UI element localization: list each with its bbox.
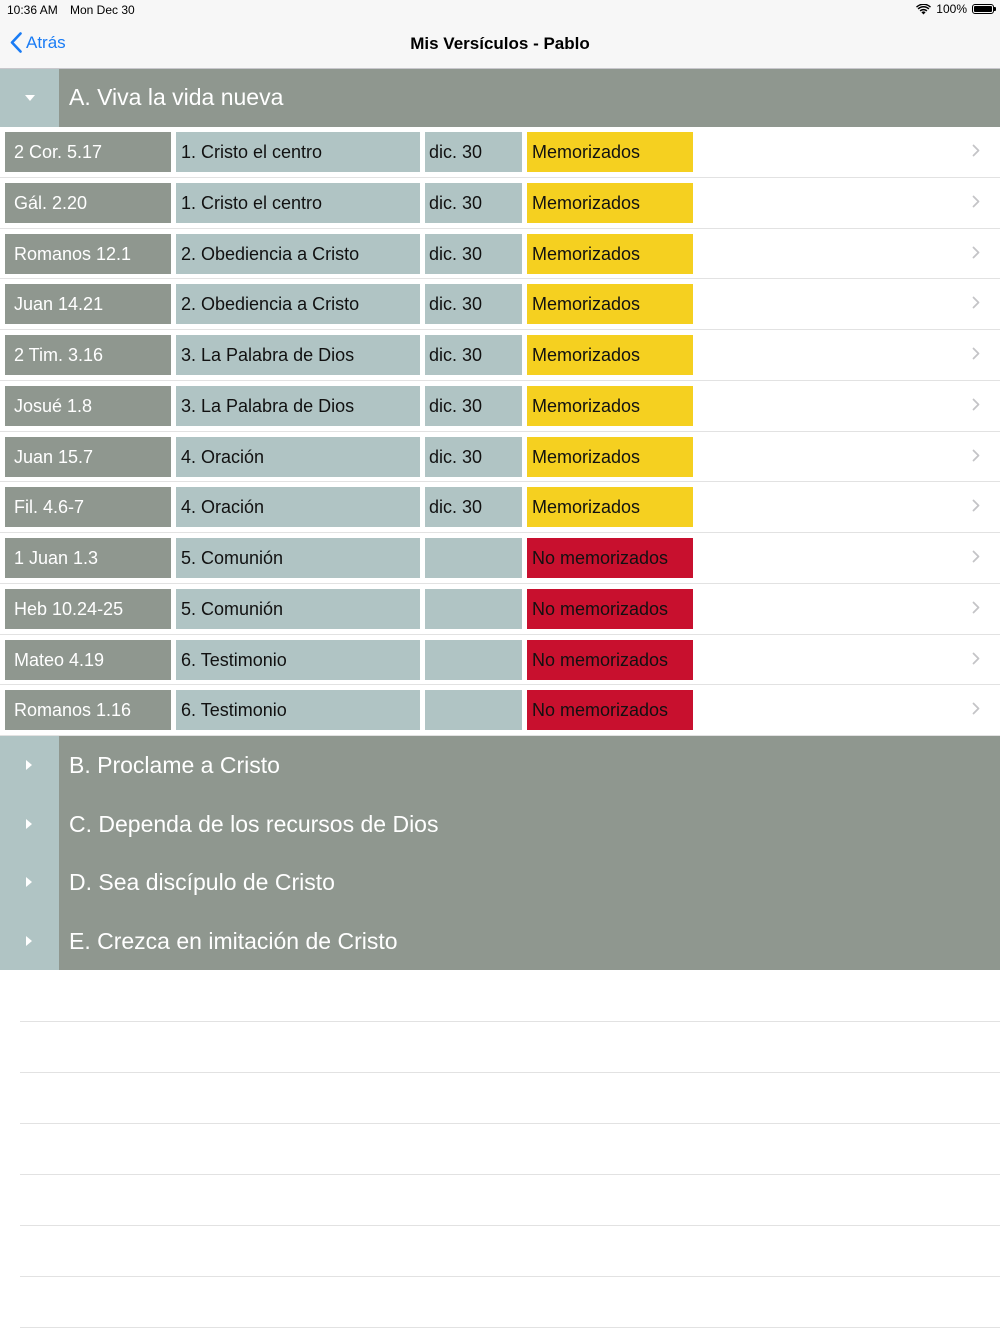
chevron-right-icon [972, 246, 980, 259]
status-badge: No memorizados [527, 538, 693, 578]
chevron-right-icon [972, 449, 980, 462]
section-header-c[interactable] [0, 795, 1000, 853]
empty-row-separator [20, 1072, 1000, 1073]
verse-topic: 2. Obediencia a Cristo [176, 284, 420, 324]
verse-reference: Mateo 4.19 [5, 640, 171, 680]
section-disclosure [0, 69, 59, 127]
verse-row[interactable] [0, 381, 1000, 432]
chevron-right-icon [972, 499, 980, 512]
verse-date [425, 690, 522, 730]
section-title: A. Viva la vida nueva [69, 84, 284, 110]
triangle-right-icon [26, 936, 32, 946]
chevron-right-icon [972, 702, 980, 715]
verse-reference: Gál. 2.20 [5, 183, 171, 223]
chevron-right-icon [972, 652, 980, 665]
verse-reference: 2 Tim. 3.16 [5, 335, 171, 375]
section-header-d[interactable] [0, 853, 1000, 911]
chevron-right-icon [972, 550, 980, 563]
verse-topic: 2. Obediencia a Cristo [176, 234, 420, 274]
section-header-a[interactable] [0, 69, 1000, 127]
wifi-icon [916, 4, 931, 15]
verse-date [425, 589, 522, 629]
verse-date: dic. 30 [425, 487, 522, 527]
verse-row[interactable] [0, 584, 1000, 635]
battery-icon [972, 4, 994, 14]
chevron-right-icon [972, 347, 980, 360]
status-bar [0, 0, 1000, 20]
section-title: B. Proclame a Cristo [69, 752, 280, 778]
collapsed-sections [0, 736, 1000, 970]
status-badge: Memorizados [527, 132, 693, 172]
verse-row[interactable] [0, 127, 1000, 178]
verse-row[interactable] [0, 635, 1000, 686]
triangle-down-icon [25, 95, 35, 101]
empty-row-separator [20, 1276, 1000, 1277]
verse-list [0, 127, 1000, 736]
verse-topic: 3. La Palabra de Dios [176, 335, 420, 375]
verse-topic: 5. Comunión [176, 538, 420, 578]
status-badge: Memorizados [527, 183, 693, 223]
verse-date [425, 640, 522, 680]
status-badge: Memorizados [527, 284, 693, 324]
status-badge: Memorizados [527, 487, 693, 527]
verse-topic: 5. Comunión [176, 589, 420, 629]
status-badge: No memorizados [527, 640, 693, 680]
verse-topic: 3. La Palabra de Dios [176, 386, 420, 426]
verse-reference: Romanos 12.1 [5, 234, 171, 274]
chevron-right-icon [972, 398, 980, 411]
status-badge: No memorizados [527, 589, 693, 629]
verse-reference: Heb 10.24-25 [5, 589, 171, 629]
verse-reference: Fil. 4.6-7 [5, 487, 171, 527]
verse-topic: 6. Testimonio [176, 640, 420, 680]
verse-date: dic. 30 [425, 437, 522, 477]
verse-topic: 1. Cristo el centro [176, 132, 420, 172]
verse-date: dic. 30 [425, 284, 522, 324]
verse-reference: Romanos 1.16 [5, 690, 171, 730]
status-right [916, 2, 994, 16]
empty-row-separator [20, 1021, 1000, 1022]
verse-date [425, 538, 522, 578]
status-badge: Memorizados [527, 437, 693, 477]
triangle-right-icon [26, 877, 32, 887]
empty-row-separator [20, 1174, 1000, 1175]
triangle-right-icon [26, 760, 32, 770]
status-time: 10:36 AM [7, 3, 58, 17]
verse-topic: 6. Testimonio [176, 690, 420, 730]
verse-row[interactable] [0, 432, 1000, 483]
verse-topic: 4. Oración [176, 437, 420, 477]
verse-date: dic. 30 [425, 183, 522, 223]
navigation-bar [0, 20, 1000, 69]
section-title: C. Dependa de los recursos de Dios [69, 811, 439, 837]
status-badge: Memorizados [527, 234, 693, 274]
verse-date: dic. 30 [425, 132, 522, 172]
verse-reference: Josué 1.8 [5, 386, 171, 426]
section-title: D. Sea discípulo de Cristo [69, 869, 335, 895]
triangle-right-icon [26, 819, 32, 829]
battery-percent: 100% [936, 2, 967, 16]
verse-row[interactable] [0, 533, 1000, 584]
section-header-b[interactable] [0, 736, 1000, 794]
verse-row[interactable] [0, 229, 1000, 280]
status-badge: Memorizados [527, 386, 693, 426]
verse-reference: 1 Juan 1.3 [5, 538, 171, 578]
verse-reference: 2 Cor. 5.17 [5, 132, 171, 172]
empty-row-separator [20, 1327, 1000, 1328]
verse-topic: 1. Cristo el centro [176, 183, 420, 223]
verse-row[interactable] [0, 178, 1000, 229]
status-date: Mon Dec 30 [70, 3, 135, 17]
verse-row[interactable] [0, 330, 1000, 381]
verse-topic: 4. Oración [176, 487, 420, 527]
chevron-right-icon [972, 296, 980, 309]
verse-reference: Juan 15.7 [5, 437, 171, 477]
chevron-right-icon [972, 601, 980, 614]
back-label: Atrás [26, 32, 66, 52]
empty-row-separator [20, 1123, 1000, 1124]
verse-row[interactable] [0, 482, 1000, 533]
empty-row-separator [20, 1225, 1000, 1226]
chevron-right-icon [972, 144, 980, 157]
verse-date: dic. 30 [425, 335, 522, 375]
status-badge: No memorizados [527, 690, 693, 730]
verse-date: dic. 30 [425, 234, 522, 274]
verse-row[interactable] [0, 685, 1000, 736]
status-badge: Memorizados [527, 335, 693, 375]
verse-reference: Juan 14.21 [5, 284, 171, 324]
verse-date: dic. 30 [425, 386, 522, 426]
section-title: E. Crezca en imitación de Cristo [69, 928, 398, 954]
section-header-e[interactable] [0, 912, 1000, 970]
page-title: Mis Versículos - Pablo [410, 34, 590, 53]
verse-row[interactable] [0, 279, 1000, 330]
chevron-right-icon [972, 195, 980, 208]
